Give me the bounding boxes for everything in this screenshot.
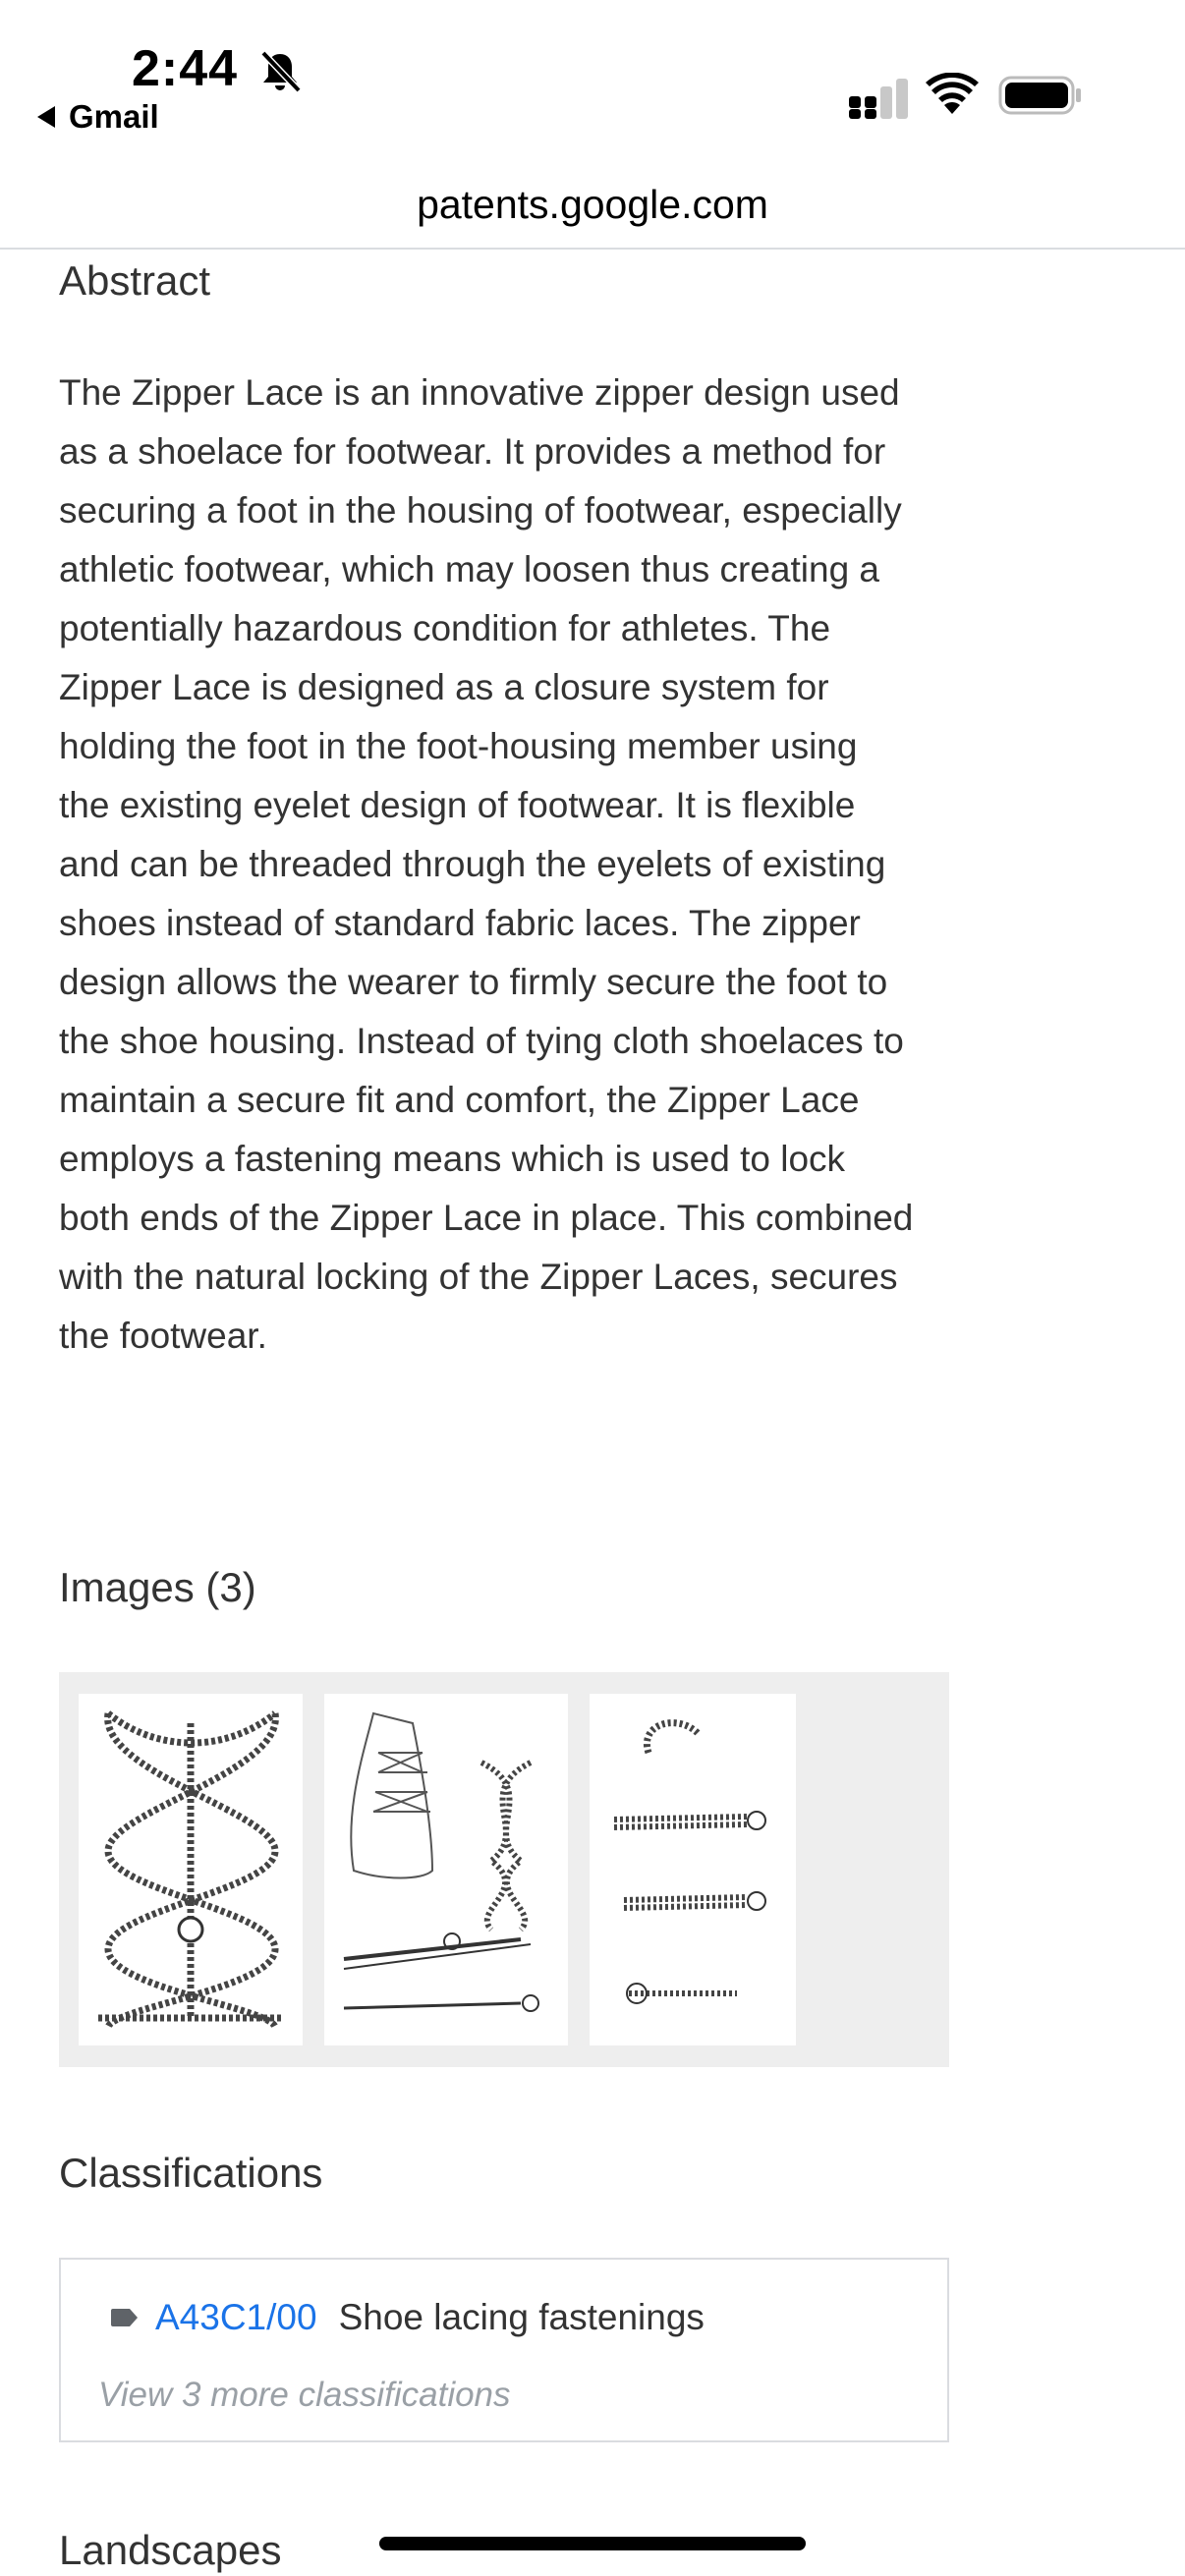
classification-row <box>110 2297 705 2338</box>
back-app-label: Gmail <box>69 98 159 135</box>
patent-image-thumbnail[interactable] <box>590 1694 796 2045</box>
abstract-text: The Zipper Lace is an innovative zipper design used as a shoelace for footwear. It provides a method for securing a foot in the housing of footwear, especially athletic footwear, which may loosen thus creating a potentially hazardous condition for athletes. The Zipper Lace is designed as a closure system for holding the foot in the foot-housing member using the existing eyelet design of footwear. It is flexible and can be threaded through the eyelets of existing shoes instead of standard fabric laces. The zipper design allows the wearer to firmly secure the foot to the shoe housing. Instead of tying cloth shoelaces to maintain a secure fit and comfort, the Zipper Lace employs a fastening means which is used to lock both ends of the Zipper Lace in place. This combined with the natural locking of the Zipper Laces, secures the footwear. <box>59 372 914 1356</box>
classification-code-link[interactable]: A43C1/00 <box>155 2297 317 2337</box>
landscapes-heading: Landscapes <box>59 2527 282 2573</box>
url-domain: patents.google.com <box>417 182 768 227</box>
images-heading: Images (3) <box>59 1564 256 1610</box>
cellular-signal-icon <box>847 79 910 120</box>
tag-icon <box>110 2307 140 2328</box>
patent-image-thumbnail[interactable] <box>324 1694 568 2045</box>
back-to-app-button[interactable] <box>37 98 159 136</box>
classifications-heading: Classifications <box>59 2150 323 2196</box>
image-gallery <box>59 1672 949 2067</box>
shoe-with-zipper-lace-figure-icon <box>324 1694 568 2045</box>
status-time: 2:44 <box>132 40 239 97</box>
zipper-lace-figure-icon <box>79 1694 303 2045</box>
view-more-classifications-link[interactable]: View 3 more classifications <box>98 2376 511 2414</box>
bell-slash-icon <box>257 49 303 94</box>
status-bar <box>0 0 1185 138</box>
back-arrow-icon <box>37 106 55 128</box>
wifi-icon <box>926 73 979 116</box>
battery-icon <box>998 75 1083 116</box>
classification-description: Shoe lacing fastenings <box>338 2297 705 2337</box>
home-indicator[interactable] <box>379 2537 806 2550</box>
abstract-heading: Abstract <box>59 257 211 304</box>
classifications-box <box>59 2258 949 2442</box>
url-bar[interactable] <box>0 167 1185 250</box>
zipper-fastener-detail-figure-icon <box>590 1694 796 2045</box>
patent-image-thumbnail[interactable] <box>79 1694 303 2045</box>
